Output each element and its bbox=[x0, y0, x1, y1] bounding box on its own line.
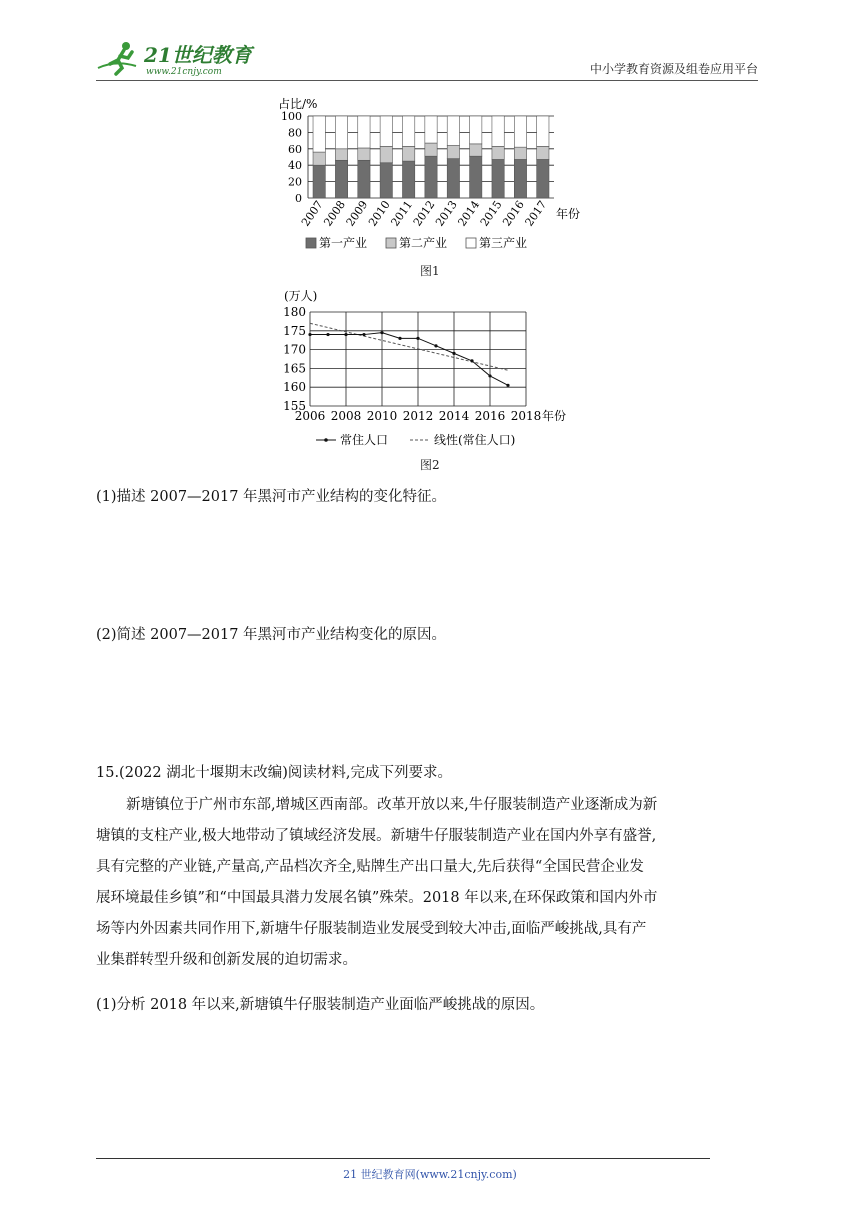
legend-marker bbox=[324, 438, 328, 442]
legend-label: 第一产业 bbox=[319, 236, 368, 250]
figure1-caption: 图1 bbox=[420, 264, 440, 278]
bar-segment bbox=[537, 116, 549, 146]
question-15-material bbox=[96, 790, 768, 976]
material-line: 新塘镇位于广州市东部,增城区西南部。改革开放以来,牛仔服装制造产业逐渐成为新 bbox=[126, 797, 658, 813]
y-tick-label: 0 bbox=[295, 192, 302, 205]
x-tick-label: 2007 bbox=[298, 198, 326, 229]
logo-title: 21世纪教育 bbox=[144, 43, 252, 67]
bar-segment bbox=[470, 116, 482, 144]
x-tick-label: 2006 bbox=[294, 409, 326, 423]
bar-segment bbox=[425, 156, 437, 198]
bar-segment bbox=[380, 163, 392, 198]
bar-segment bbox=[492, 116, 504, 146]
bar-segment bbox=[358, 116, 370, 148]
bar-segment bbox=[470, 156, 482, 198]
figure2-chart bbox=[270, 284, 590, 460]
x-axis-label: 年份 bbox=[542, 409, 567, 423]
data-point bbox=[434, 344, 437, 347]
runner-icon bbox=[98, 42, 136, 74]
footer-text: 21 世纪教育网(www.21cnjy.com) bbox=[343, 1168, 517, 1181]
x-tick-label: 2010 bbox=[366, 409, 398, 423]
y-tick-label: 100 bbox=[281, 110, 302, 123]
material-line: 场等内外因素共同作用下,新塘牛仔服装制造业发展受到较大冲击,面临严峻挑战,具有产 bbox=[96, 921, 647, 937]
bar-segment bbox=[514, 147, 526, 159]
bar-segment bbox=[492, 146, 504, 159]
data-point bbox=[506, 384, 509, 387]
data-point bbox=[326, 333, 329, 336]
y-tick-label: 160 bbox=[283, 380, 306, 395]
material-line: 业集群转型升级和创新发展的迫切需求。 bbox=[96, 952, 357, 968]
y-tick-label: 20 bbox=[288, 175, 302, 189]
data-point bbox=[362, 333, 365, 336]
bar-segment bbox=[425, 116, 437, 143]
bar-segment bbox=[313, 165, 325, 198]
bar-segment bbox=[402, 161, 414, 198]
x-tick-label: 2013 bbox=[433, 198, 460, 229]
site-logo bbox=[96, 38, 266, 78]
footer-divider bbox=[96, 1158, 710, 1159]
bar-segment bbox=[313, 116, 325, 152]
figure1-chart bbox=[270, 92, 590, 266]
x-tick-label: 2011 bbox=[388, 198, 416, 229]
bar-segment bbox=[380, 146, 392, 162]
data-point bbox=[488, 374, 491, 377]
x-axis-label: 年份 bbox=[556, 207, 581, 221]
trend-line bbox=[310, 323, 508, 370]
question-1: (1)描述 2007—2017 年黑河市产业结构的变化特征。 bbox=[96, 489, 447, 505]
header-platform-text: 中小学教育资源及组卷应用平台 bbox=[589, 62, 758, 76]
bar-segment bbox=[335, 116, 347, 149]
y-tick-label: 180 bbox=[283, 305, 306, 319]
header-divider bbox=[96, 80, 758, 81]
y-tick-label: 165 bbox=[283, 361, 306, 376]
bar-segment bbox=[380, 116, 392, 146]
data-point bbox=[308, 333, 311, 336]
bar-segment bbox=[447, 146, 459, 159]
bar-segment bbox=[358, 148, 370, 160]
bar-segment bbox=[492, 159, 504, 198]
bar-segment bbox=[447, 159, 459, 198]
series-line bbox=[310, 333, 508, 386]
x-tick-label: 2008 bbox=[321, 198, 349, 229]
data-point bbox=[398, 337, 401, 340]
data-point bbox=[380, 331, 383, 334]
bar-segment bbox=[358, 160, 370, 198]
x-tick-label: 2018 bbox=[510, 409, 542, 423]
bar-segment bbox=[335, 160, 347, 198]
bar-segment bbox=[425, 143, 437, 156]
data-point bbox=[452, 352, 455, 355]
x-tick-label: 2016 bbox=[474, 409, 506, 423]
y-tick-label: 40 bbox=[288, 159, 302, 173]
legend-swatch bbox=[386, 238, 396, 248]
material-line: 展环境最佳乡镇”和“中国最具潜力发展名镇”殊荣。2018 年以来,在环保政策和国内外市 bbox=[96, 890, 658, 906]
bar-segment bbox=[514, 159, 526, 198]
bar-segment bbox=[470, 144, 482, 156]
y-axis-label: 占比/% bbox=[278, 97, 318, 111]
y-axis-label: (万人) bbox=[284, 289, 318, 303]
bar-segment bbox=[313, 152, 325, 165]
x-tick-label: 2017 bbox=[522, 198, 550, 229]
bar-segment bbox=[335, 149, 347, 160]
figure2-caption: 图2 bbox=[420, 458, 440, 472]
x-tick-label: 2010 bbox=[366, 198, 393, 229]
y-tick-label: 80 bbox=[288, 126, 302, 140]
legend-swatch bbox=[466, 238, 476, 248]
data-point bbox=[344, 333, 347, 336]
data-point bbox=[470, 359, 473, 362]
bar-segment bbox=[402, 116, 414, 146]
x-tick-label: 2015 bbox=[477, 198, 505, 229]
bar-segment bbox=[537, 159, 549, 198]
x-tick-label: 2009 bbox=[343, 198, 371, 229]
y-tick-label: 170 bbox=[283, 342, 306, 357]
y-tick-label: 60 bbox=[288, 142, 302, 156]
x-tick-label: 2014 bbox=[438, 409, 470, 423]
x-tick-label: 2012 bbox=[410, 198, 438, 229]
x-tick-label: 2014 bbox=[455, 198, 483, 229]
bar-segment bbox=[447, 116, 459, 146]
material-line: 塘镇的支柱产业,极大地带动了镇域经济发展。新塘牛仔服装制造产业在国内外享有盛誉, bbox=[96, 828, 657, 844]
logo-url: www.21cnjy.com bbox=[146, 67, 222, 77]
question-2: (2)简述 2007—2017 年黑河市产业结构变化的原因。 bbox=[96, 627, 447, 643]
bar-segment bbox=[514, 116, 526, 147]
question-15-title: 15.(2022 湖北十堰期末改编)阅读材料,完成下列要求。 bbox=[96, 765, 452, 781]
y-tick-label: 175 bbox=[283, 323, 306, 338]
material-line: 具有完整的产业链,产量高,产品档次齐全,贴牌生产出口量大,先后获得“全国民营企业发 bbox=[96, 859, 644, 875]
legend-label: 第二产业 bbox=[399, 236, 448, 250]
x-tick-label: 2008 bbox=[330, 409, 362, 423]
data-point bbox=[416, 337, 419, 340]
x-tick-label: 2012 bbox=[402, 409, 434, 423]
legend-label: 第三产业 bbox=[479, 236, 528, 250]
y-tick-label: 155 bbox=[283, 399, 306, 413]
legend-swatch bbox=[306, 238, 316, 248]
x-tick-label: 2016 bbox=[500, 198, 527, 229]
bar-segment bbox=[537, 146, 549, 159]
legend-label: 线性(常住人口) bbox=[434, 433, 516, 447]
legend-label: 常住人口 bbox=[340, 433, 389, 447]
question-15-1: (1)分析 2018 年以来,新塘镇牛仔服装制造产业面临严峻挑战的原因。 bbox=[96, 997, 545, 1013]
bar-segment bbox=[402, 146, 414, 161]
